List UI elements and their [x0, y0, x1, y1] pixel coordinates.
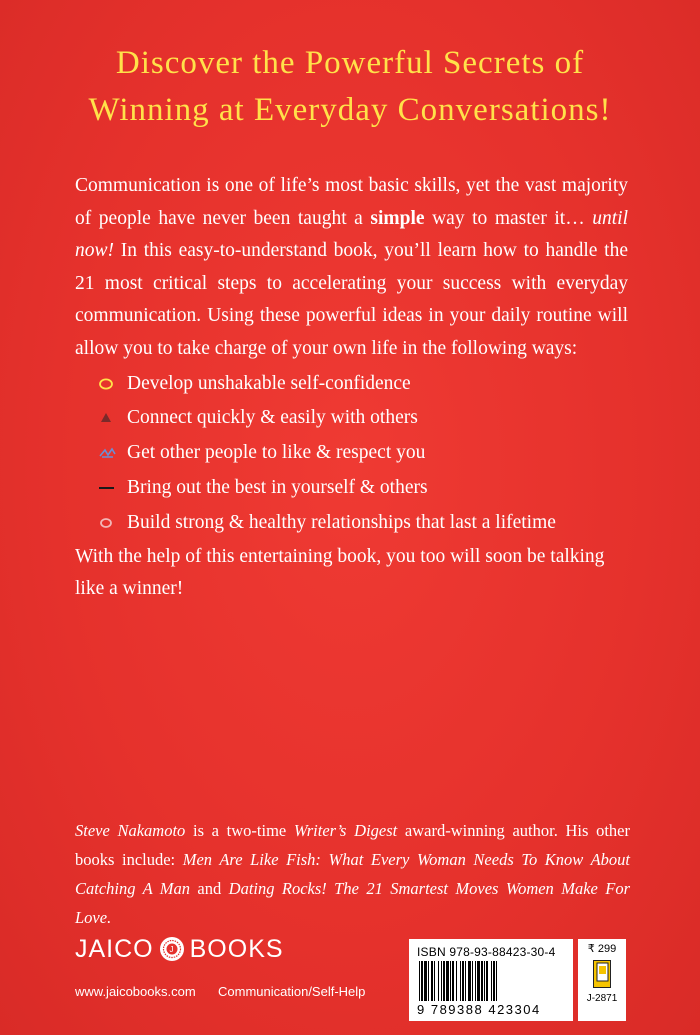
dash-icon [97, 480, 119, 496]
publisher-name-right: BOOKS [189, 934, 284, 963]
barcode-digits: 9 789388 423304 [417, 1002, 541, 1017]
circle-icon [97, 376, 119, 392]
barcode-bar [472, 961, 473, 1001]
barcode-bar [424, 961, 427, 1001]
barcode-bar [475, 961, 476, 1001]
barcode-bar [450, 961, 451, 1001]
headline-line-2: Winning at Everyday Conversations! [88, 92, 612, 128]
benefit-text: Bring out the best in yourself & others [127, 476, 428, 498]
barcode-bar [486, 961, 488, 1001]
barcode-bar [491, 961, 492, 1001]
author-text-1: is a two-time [185, 821, 294, 840]
barcode-bar [477, 961, 480, 1001]
price-label: ₹ 299 [587, 943, 617, 955]
barcode-bar [460, 961, 461, 1001]
benefit-text: Get other people to like & respect you [127, 442, 426, 464]
publisher-name-left: JAICO [75, 934, 154, 963]
list-item [75, 401, 628, 436]
barcode-bar [441, 961, 442, 1001]
barcode-bar [452, 961, 454, 1001]
benefit-text: Build strong & healthy relationships that last a lifetime [127, 511, 556, 533]
catalog-code: J-2871 [586, 993, 618, 1004]
book-title-1: Men Are Like Fish: What Every Woman Needs To Know About Catching A Man [75, 850, 631, 898]
barcode-bar [428, 961, 429, 1001]
barcode-bar [468, 961, 471, 1001]
list-item [75, 506, 628, 541]
author-text-3: and [190, 879, 229, 898]
seal-letter: J [169, 945, 175, 954]
triangle-icon [97, 410, 119, 426]
book-category: Communication/Self-Help [218, 984, 366, 999]
description-part-1: Communication is one of life’s most basic skills, yet the vast majority of people have never been taught a [75, 175, 628, 229]
barcode-bar [419, 961, 420, 1001]
barcode-bar [481, 961, 483, 1001]
ebook-badge-icon [593, 960, 611, 988]
author-name: Steve Nakamoto [75, 821, 186, 840]
isbn-label: ISBN 978-93-88423-30-4 [417, 945, 556, 959]
list-item [75, 436, 628, 471]
publisher-website: www.jaicobooks.com [75, 984, 196, 999]
barcode-bar [462, 961, 464, 1001]
list-item [75, 471, 628, 506]
author-bio [75, 816, 630, 932]
scribble-icon [97, 445, 119, 461]
barcode-bar [446, 961, 449, 1001]
barcode-bar [493, 961, 495, 1001]
description-italic: until now! [75, 207, 629, 262]
barcode-icon [417, 961, 565, 1001]
barcode-bar [484, 961, 485, 1001]
benefit-text: Develop unshakable self-confidence [127, 372, 411, 394]
description-part-3: In this easy-to-understand book, you’ll learn how to handle the 21 most critical steps to accelerating your success with everyday communication. Using these powerful ideas in your daily routine will allow you to take charge of your own life in the following ways: [75, 240, 628, 359]
benefit-list [75, 367, 628, 541]
publisher-logo [75, 929, 284, 969]
book-title-2: Dating Rocks! The 21 Smartest Moves Women Make For Love. [75, 879, 630, 927]
headline [0, 40, 700, 134]
headline-line-1: Discover the Powerful Secrets of [115, 45, 585, 81]
publisher-seal-icon [160, 937, 184, 961]
barcode-bar [456, 961, 457, 1001]
description-emphasis: simple [370, 207, 425, 229]
benefit-text: Connect quickly & easily with others [127, 407, 418, 429]
oval-icon [97, 515, 119, 531]
barcode-bar [438, 961, 439, 1001]
barcode-bar [465, 961, 466, 1001]
list-item [75, 367, 628, 402]
description-part-2: way to master it… [424, 207, 593, 229]
barcode-bar [434, 961, 435, 1001]
ebook-device-icon [595, 961, 610, 986]
closing-paragraph: With the help of this entertaining book, you too will soon be talking like a winner! [75, 545, 605, 600]
author-text-2: award-winning author. His other books include: [75, 821, 630, 869]
barcode-bar [496, 961, 497, 1001]
barcode-bar [421, 961, 423, 1001]
magazine-name: Writer’s Digest [293, 821, 398, 840]
barcode-bar [443, 961, 445, 1001]
price-panel [578, 939, 626, 1021]
barcode-panel [409, 939, 573, 1021]
seal-ring-icon [162, 939, 182, 959]
blurb [75, 170, 628, 606]
barcode-bar [431, 961, 433, 1001]
description-paragraph [75, 170, 628, 366]
